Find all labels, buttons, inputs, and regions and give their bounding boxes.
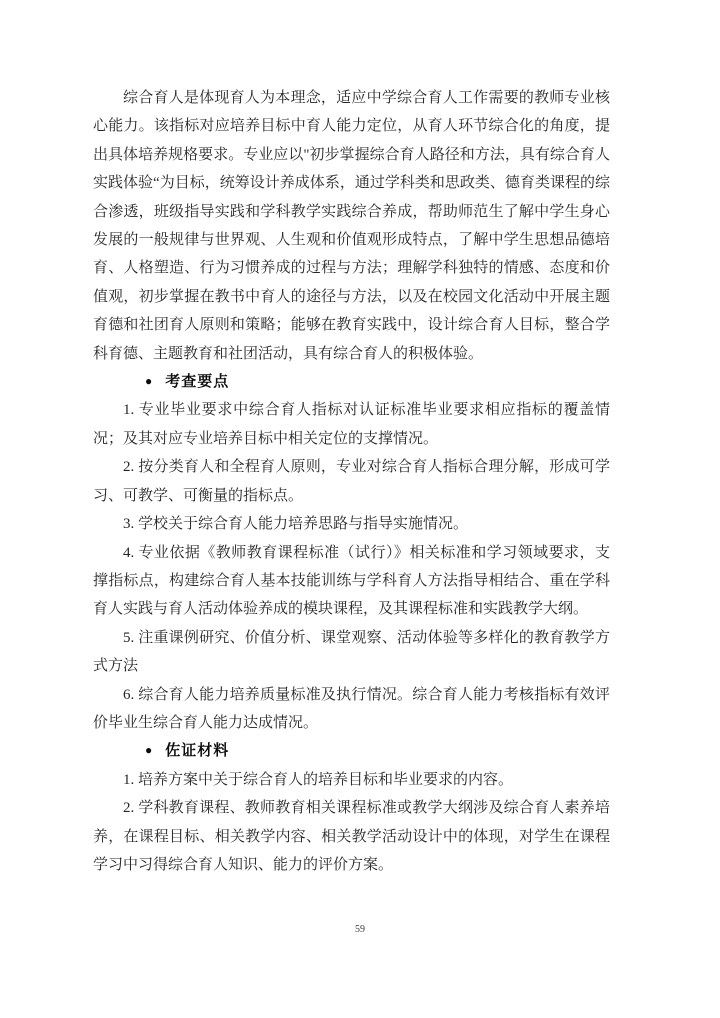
examine-point-item: 2. 按分类育人和全程育人原则，专业对综合育人指标合理分解，形成可学习、可教学、可衡量的指标点。 bbox=[93, 459, 610, 504]
section-heading-supporting-materials bbox=[93, 737, 610, 765]
section-heading-examine-points bbox=[93, 368, 610, 396]
bullet-icon: ● bbox=[145, 374, 153, 389]
supporting-material-item: 2. 学科教育课程、教师教育相关课程标准或教学大纲涉及综合育人素养培养，在课程目标、相关教学内容、相关教学活动设计中的体现，对学生在课程学习中习得综合育人知识、能力的评价方案。 bbox=[93, 800, 610, 873]
bullet-icon: ● bbox=[145, 743, 153, 758]
page-number: 59 bbox=[355, 924, 365, 935]
examine-point-item: 5. 注重课例研究、价值分析、课堂观察、活动体验等多样化的教育教学方式方法 bbox=[93, 629, 610, 675]
supporting-material-item: 1. 培养方案中关于综合育人的培养目标和毕业要求的内容。 bbox=[123, 771, 514, 788]
intro-paragraph: 综合育人是体现育人为本理念，适应中学综合育人工作需要的教师专业核心能力。该指标对应培养目标中育人能力定位，从育人环节综合化的角度，提出具体培养规格要求。专业应以"初步掌握综合育人路径和方法，具有综合育人实践体验“为目标，统筹设计养成体系，通过学科类和思政类、德育类课程的综合渗透，班级指导实践和学科教学实践综合养成，帮助师范生了解中学生身心发展的一般规律与世界观、人生观和价值观形成特点，了解中学生思想品德培育、人格塑造、行为习惯养成的过程与方法；理解学科独特的情感、态度和价值观，初步掌握在教书中育人的途径与方法，以及在校园文化活动中开展主题育德和社团育人原则和策略；能够在教育实践中，设计综合育人目标，整合学科育德、主题教育和社团活动，具有综合育人的积极体验。 bbox=[93, 90, 610, 362]
section-heading-label: 考查要点 bbox=[165, 374, 230, 391]
examine-point-item: 1. 专业毕业要求中综合育人指标对认证标准毕业要求相应指标的覆盖情况；及其对应专业培养目标中相关定位的支撑情况。 bbox=[93, 402, 610, 447]
examine-point-item: 4. 专业依据《教师教育课程标准（试行）》相关标准和学习领域要求，支撑指标点，构建综合育人基本技能训练与学科育人方法指导相结合、重在学科育人实践与育人活动体验养成的模块课程，及其课程标准和实践教学大纲。 bbox=[93, 544, 610, 618]
examine-point-item: 3. 学校关于综合育人能力培养思路与指导实施情况。 bbox=[123, 516, 469, 533]
document-content bbox=[93, 84, 610, 879]
examine-point-item: 6. 综合育人能力培养质量标准及执行情况。综合育人能力考核指标有效评价毕业生综合育人能力达成情况。 bbox=[93, 686, 610, 731]
section-heading-label: 佐证材料 bbox=[165, 743, 230, 760]
